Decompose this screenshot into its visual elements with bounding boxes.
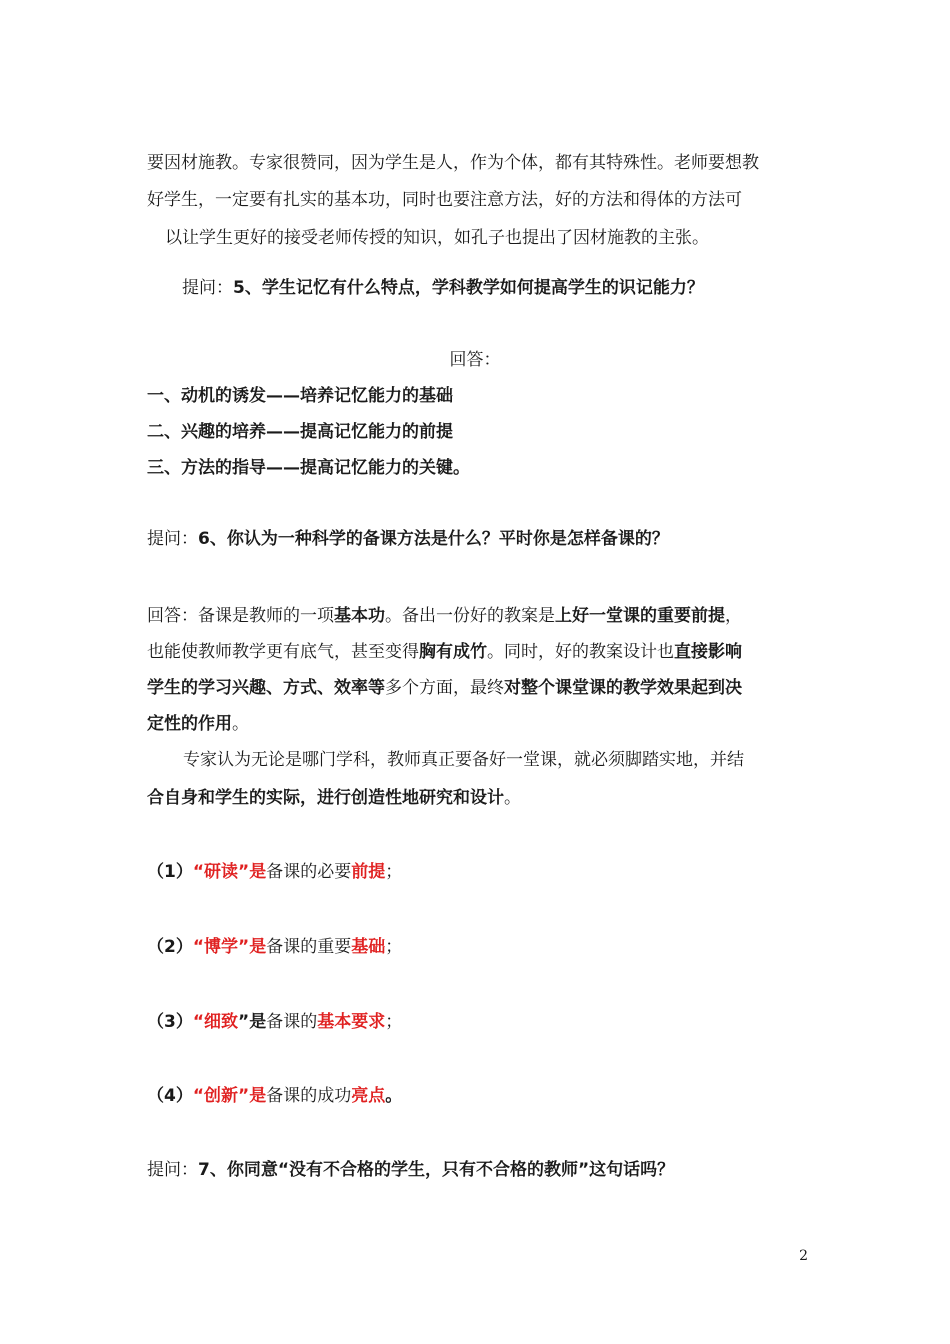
point-4 bbox=[0, 1084, 950, 1108]
answer-emphasis: 学生的学习兴趣、方式、效率等 bbox=[147, 678, 385, 698]
answer-text: 专家认为无论是哪门学科，教师真正要备好一堂课，就必须脚踏实地，并结 bbox=[183, 750, 744, 770]
question-text: 6、你认为一种科学的备课方法是什么？平时你是怎样备课的？ bbox=[198, 529, 669, 549]
point-number: （3） bbox=[147, 1012, 193, 1032]
point-highlight: 基础 bbox=[351, 937, 386, 957]
point-key: “细致 bbox=[192, 1012, 239, 1032]
point-end: 。 bbox=[385, 1086, 403, 1106]
answer-emphasis: 上好一堂课的重要前提 bbox=[555, 606, 725, 626]
point-number: （1） bbox=[147, 862, 193, 882]
answer-emphasis: 基本功 bbox=[334, 606, 385, 626]
point-number: （2） bbox=[147, 937, 193, 957]
intro-text-2: 好学生，一定要有扎实的基本功，同时也要注意方法，好的方法和得体的方法可 bbox=[147, 190, 742, 210]
point-text: 备课的重要 bbox=[266, 937, 352, 957]
answer-5-item-1 bbox=[0, 384, 950, 408]
point-highlight: 亮点 bbox=[351, 1086, 386, 1106]
answer-label: 回答： bbox=[449, 350, 501, 370]
answer-text: 。同时，好的教案设计也 bbox=[487, 642, 674, 662]
answer-emphasis: 对整个课堂课的教学效果起到决 bbox=[504, 678, 742, 698]
answer-6-line-1 bbox=[0, 604, 950, 628]
point-key: “创新”是 bbox=[192, 1086, 267, 1106]
question-prefix: 提问： bbox=[147, 529, 198, 549]
answer-text: 。 bbox=[232, 714, 249, 734]
question-text: 5、学生记忆有什么特点，学科教学如何提高学生的识记能力？ bbox=[233, 278, 704, 298]
answer-text: 回答：备课是教师的一项 bbox=[147, 606, 334, 626]
answer-5-item-3 bbox=[0, 456, 950, 480]
point-3 bbox=[0, 1010, 950, 1034]
answer-emphasis: 直接影响 bbox=[674, 642, 742, 662]
intro-text-3: 以让学生更好的接受老师传授的知识，如孔子也提出了因材施教的主张。 bbox=[165, 228, 709, 248]
answer-6-line-4 bbox=[0, 712, 950, 736]
answer-5-label bbox=[0, 348, 950, 372]
point-text: 备课的 bbox=[266, 1012, 318, 1032]
intro-line-2 bbox=[0, 188, 950, 212]
answer-emphasis: 胸有成竹 bbox=[419, 642, 487, 662]
question-prefix: 提问： bbox=[182, 278, 233, 298]
point-key-end: ”是 bbox=[238, 1012, 267, 1032]
intro-line-3 bbox=[0, 226, 950, 250]
answer-text: ， bbox=[725, 606, 742, 626]
intro-line-1 bbox=[0, 151, 950, 175]
answer-6-line-5 bbox=[0, 748, 950, 772]
answer-6-line-3 bbox=[0, 676, 950, 700]
answer-item: 一、动机的诱发——培养记忆能力的基础 bbox=[147, 386, 453, 406]
question-prefix: 提问： bbox=[147, 1160, 198, 1180]
point-highlight: 基本要求 bbox=[317, 1012, 386, 1032]
answer-6-line-2 bbox=[0, 640, 950, 664]
point-end: ； bbox=[385, 862, 403, 882]
question-text: 7、你同意“没有不合格的学生，只有不合格的教师”这句话吗？ bbox=[198, 1160, 675, 1180]
point-2 bbox=[0, 935, 950, 959]
point-key: “研读”是 bbox=[192, 862, 267, 882]
point-1 bbox=[0, 860, 950, 884]
page-number: 2 bbox=[799, 1248, 808, 1264]
point-text: 备课的必要 bbox=[266, 862, 352, 882]
point-text: 备课的成功 bbox=[266, 1086, 352, 1106]
question-5 bbox=[0, 276, 950, 300]
answer-emphasis: 定性的作用 bbox=[147, 714, 232, 734]
answer-6-line-6 bbox=[0, 786, 950, 810]
answer-text: 多个方面，最终 bbox=[385, 678, 504, 698]
point-highlight: 前提 bbox=[351, 862, 386, 882]
answer-text: 。备出一份好的教案是 bbox=[385, 606, 555, 626]
intro-text-1: 要因材施教。专家很赞同，因为学生是人，作为个体，都有其特殊性。老师要想教 bbox=[147, 153, 759, 173]
point-end: ； bbox=[385, 1012, 403, 1032]
answer-item: 三、方法的指导——提高记忆能力的关键。 bbox=[147, 458, 470, 478]
answer-emphasis: 合自身和学生的实际，进行创造性地研究和设计 bbox=[147, 788, 504, 808]
answer-text: 也能使教师教学更有底气，甚至变得 bbox=[147, 642, 419, 662]
answer-text: 。 bbox=[504, 788, 521, 808]
answer-item: 二、兴趣的培养——提高记忆能力的前提 bbox=[147, 422, 453, 442]
point-end: ； bbox=[385, 937, 403, 957]
question-7 bbox=[0, 1158, 950, 1182]
answer-5-item-2 bbox=[0, 420, 950, 444]
point-number: （4） bbox=[147, 1086, 193, 1106]
point-key: “博学”是 bbox=[192, 937, 267, 957]
question-6 bbox=[0, 527, 950, 551]
